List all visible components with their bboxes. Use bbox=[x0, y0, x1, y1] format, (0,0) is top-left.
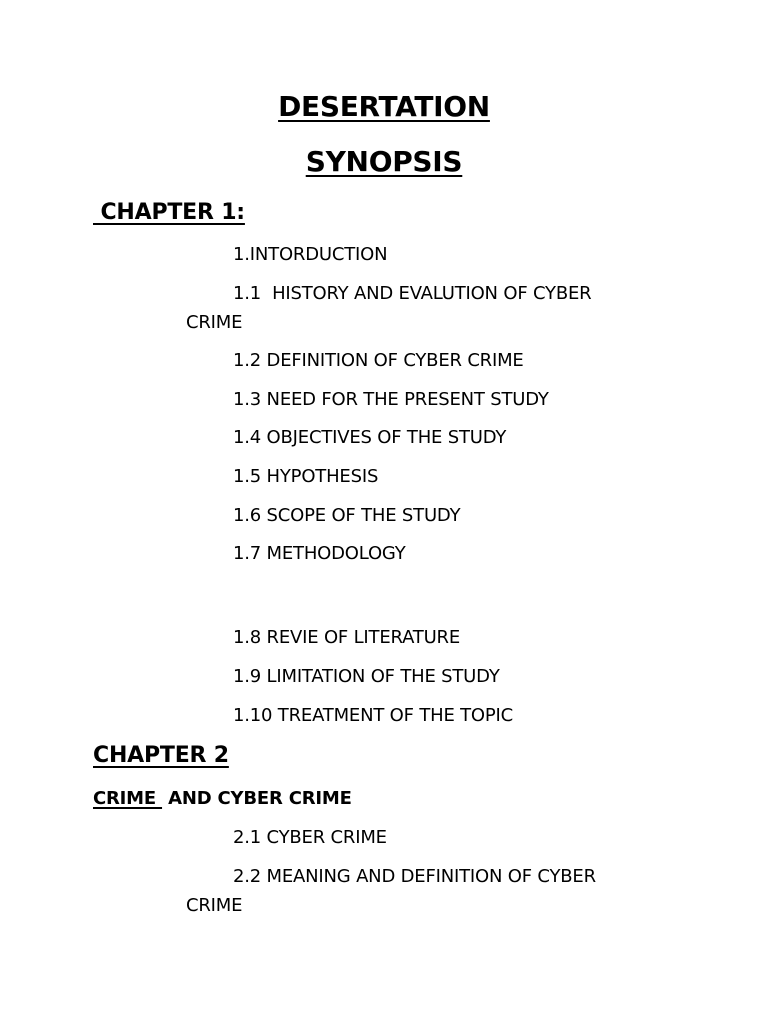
toc-item: 1.8 REVIE OF LITERATURE bbox=[233, 627, 461, 648]
chapter-2-heading: CHAPTER 2 bbox=[93, 743, 229, 768]
document-subtitle: SYNOPSIS bbox=[305, 145, 463, 178]
chapter-2-subtitle-rest: AND CYBER CRIME bbox=[162, 788, 352, 809]
toc-item: 2.1 CYBER CRIME bbox=[233, 827, 387, 848]
toc-item: 1.4 OBJECTIVES OF THE STUDY bbox=[233, 427, 507, 448]
toc-item: 1.7 METHODOLOGY bbox=[233, 543, 406, 564]
toc-item: 1.3 NEED FOR THE PRESENT STUDY bbox=[233, 389, 549, 410]
chapter-2-subtitle bbox=[93, 788, 352, 809]
toc-item: 1.6 SCOPE OF THE STUDY bbox=[233, 505, 461, 526]
toc-item: 1.INTORDUCTION bbox=[233, 244, 388, 265]
chapter-2-subtitle-underlined: CRIME bbox=[93, 788, 163, 809]
toc-item: 1.9 LIMITATION OF THE STUDY bbox=[233, 666, 500, 687]
toc-item: 1.2 DEFINITION OF CYBER CRIME bbox=[233, 350, 524, 371]
toc-item: 1.1 HISTORY AND EVALUTION OF CYBER CRIME bbox=[186, 283, 597, 333]
chapter-1-heading: CHAPTER 1: bbox=[93, 200, 245, 225]
document-title: DESERTATION bbox=[278, 90, 490, 123]
toc-item: 2.2 MEANING AND DEFINITION OF CYBER CRIME bbox=[186, 866, 602, 916]
toc-item: 1.5 HYPOTHESIS bbox=[233, 466, 379, 487]
toc-item: 1.10 TREATMENT OF THE TOPIC bbox=[233, 705, 514, 726]
